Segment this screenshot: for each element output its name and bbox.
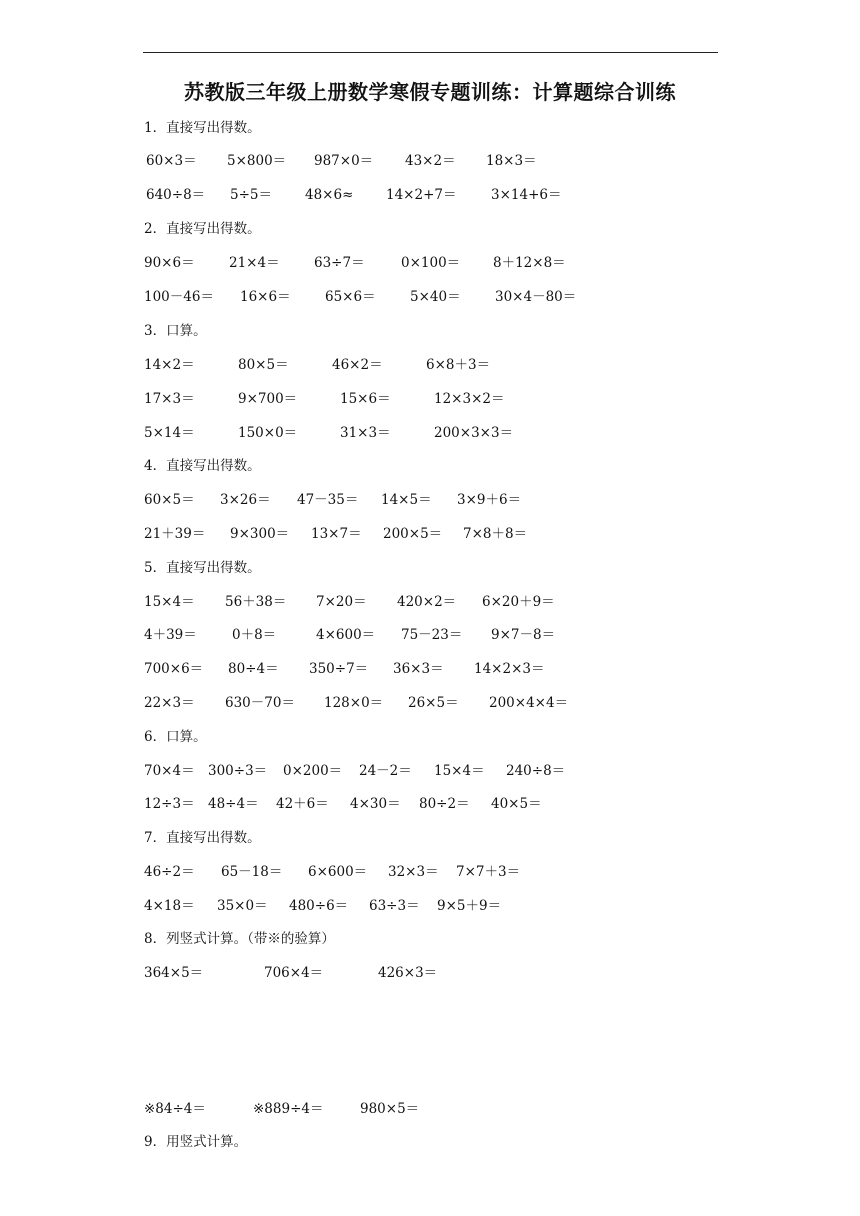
problem: 150×0＝ [238, 425, 298, 441]
problem: ※889÷4＝ [253, 1101, 324, 1117]
problem: 21＋39＝ [144, 526, 206, 542]
problem: 700×6＝ [144, 661, 204, 677]
problem: 32×3＝ [388, 864, 439, 880]
problem: 26×5＝ [408, 695, 459, 711]
problem: 70×4＝ [144, 763, 195, 779]
problem: 0＋8＝ [232, 627, 277, 643]
question-9-heading: 9．用竖式计算。 [144, 1134, 248, 1150]
problem: 980×5＝ [360, 1101, 420, 1117]
problem: 65－18＝ [221, 864, 283, 880]
problem: 12×3×2＝ [434, 391, 505, 407]
problem: 60×5＝ [144, 492, 195, 508]
problem: 12÷3＝ [144, 796, 195, 812]
problem: 60×3＝ [146, 153, 197, 169]
problem: 9×7－8＝ [491, 627, 556, 643]
problem: 5×40＝ [410, 289, 461, 305]
problem: ※84÷4＝ [144, 1101, 206, 1117]
problem: 63÷7＝ [314, 255, 365, 271]
question-5-heading: 5．直接写出得数。 [144, 560, 261, 576]
problem: 40×5＝ [491, 796, 542, 812]
problem: 7×8＋8＝ [463, 526, 528, 542]
problem: 4×18＝ [144, 898, 195, 914]
problem: 987×0＝ [314, 153, 374, 169]
problem: 65×6＝ [325, 289, 376, 305]
problem: 100－46＝ [144, 289, 214, 305]
problem: 31×3＝ [340, 425, 391, 441]
problem: 5÷5＝ [230, 187, 272, 203]
problem: 80÷4＝ [228, 661, 279, 677]
problem: 3×26＝ [220, 492, 271, 508]
question-8-heading: 8．列竖式计算。（带※的验算） [144, 931, 335, 947]
question-3-heading: 3．口算。 [144, 323, 207, 339]
problem: 3×14+6＝ [491, 187, 562, 203]
problem: 200×4×4＝ [489, 695, 569, 711]
problem: 75－23＝ [401, 627, 463, 643]
problem: 16×6＝ [240, 289, 291, 305]
problem: 63÷3＝ [369, 898, 420, 914]
problem: 364×5＝ [144, 965, 204, 981]
problem: 13×7＝ [311, 526, 362, 542]
problem: 35×0＝ [217, 898, 268, 914]
question-7-heading: 7．直接写出得数。 [144, 830, 261, 846]
problem: 300÷3＝ [208, 763, 268, 779]
problem: 56＋38＝ [225, 594, 287, 610]
problem: 480÷6＝ [289, 898, 349, 914]
problem: 240÷8＝ [506, 763, 566, 779]
problem: 90×6＝ [144, 255, 195, 271]
problem: 350÷7＝ [309, 661, 369, 677]
problem: 630－70＝ [225, 695, 295, 711]
problem: 4×30＝ [350, 796, 401, 812]
problem: 21×4＝ [229, 255, 280, 271]
problem: 46×2＝ [332, 357, 383, 373]
problem: 8＋12×8＝ [493, 255, 566, 271]
problem: 7×7＋3＝ [456, 864, 521, 880]
problem: 36×3＝ [393, 661, 444, 677]
problem: 4×600＝ [316, 627, 376, 643]
problem: 15×4＝ [144, 594, 195, 610]
problem: 15×6＝ [340, 391, 391, 407]
header-rule [143, 52, 718, 53]
problem: 0×100＝ [401, 255, 461, 271]
problem: 200×3×3＝ [434, 425, 514, 441]
problem: 640÷8＝ [146, 187, 206, 203]
problem: 22×3＝ [144, 695, 195, 711]
problem: 14×2＝ [144, 357, 195, 373]
question-1-heading: 1．直接写出得数。 [144, 120, 261, 136]
problem: 42＋6＝ [276, 796, 329, 812]
problem: 426×3＝ [378, 965, 438, 981]
problem: 30×4－80＝ [495, 289, 577, 305]
problem: 80÷2＝ [419, 796, 470, 812]
problem: 48×6≈ [305, 187, 354, 203]
problem: 14×2×3＝ [474, 661, 545, 677]
problem: 6×8＋3＝ [426, 357, 491, 373]
question-2-heading: 2．直接写出得数。 [144, 221, 261, 237]
problem: 4＋39＝ [144, 627, 197, 643]
problem: 46÷2＝ [144, 864, 195, 880]
problem: 14×2+7＝ [386, 187, 457, 203]
problem: 48÷4＝ [208, 796, 259, 812]
problem: 6×600＝ [308, 864, 368, 880]
problem: 706×4＝ [264, 965, 324, 981]
problem: 7×20＝ [316, 594, 367, 610]
question-4-heading: 4．直接写出得数。 [144, 458, 261, 474]
problem: 80×5＝ [238, 357, 289, 373]
problem: 47－35＝ [297, 492, 359, 508]
problem: 15×4＝ [434, 763, 485, 779]
problem: 43×2＝ [405, 153, 456, 169]
problem: 14×5＝ [381, 492, 432, 508]
problem: 5×14＝ [144, 425, 195, 441]
problem: 9×700＝ [238, 391, 298, 407]
problem: 9×300＝ [230, 526, 290, 542]
problem: 0×200＝ [283, 763, 343, 779]
problem: 6×20＋9＝ [482, 594, 555, 610]
problem: 24－2＝ [359, 763, 412, 779]
problem: 9×5＋9＝ [437, 898, 502, 914]
problem: 3×9＋6＝ [457, 492, 522, 508]
problem: 420×2＝ [397, 594, 457, 610]
question-6-heading: 6．口算。 [144, 729, 207, 745]
page-title: 苏教版三年级上册数学寒假专题训练：计算题综合训练 [184, 80, 676, 104]
problem: 128×0＝ [324, 695, 384, 711]
problem: 5×800＝ [227, 153, 287, 169]
problem: 17×3＝ [144, 391, 195, 407]
problem: 200×5＝ [383, 526, 443, 542]
problem: 18×3＝ [486, 153, 537, 169]
